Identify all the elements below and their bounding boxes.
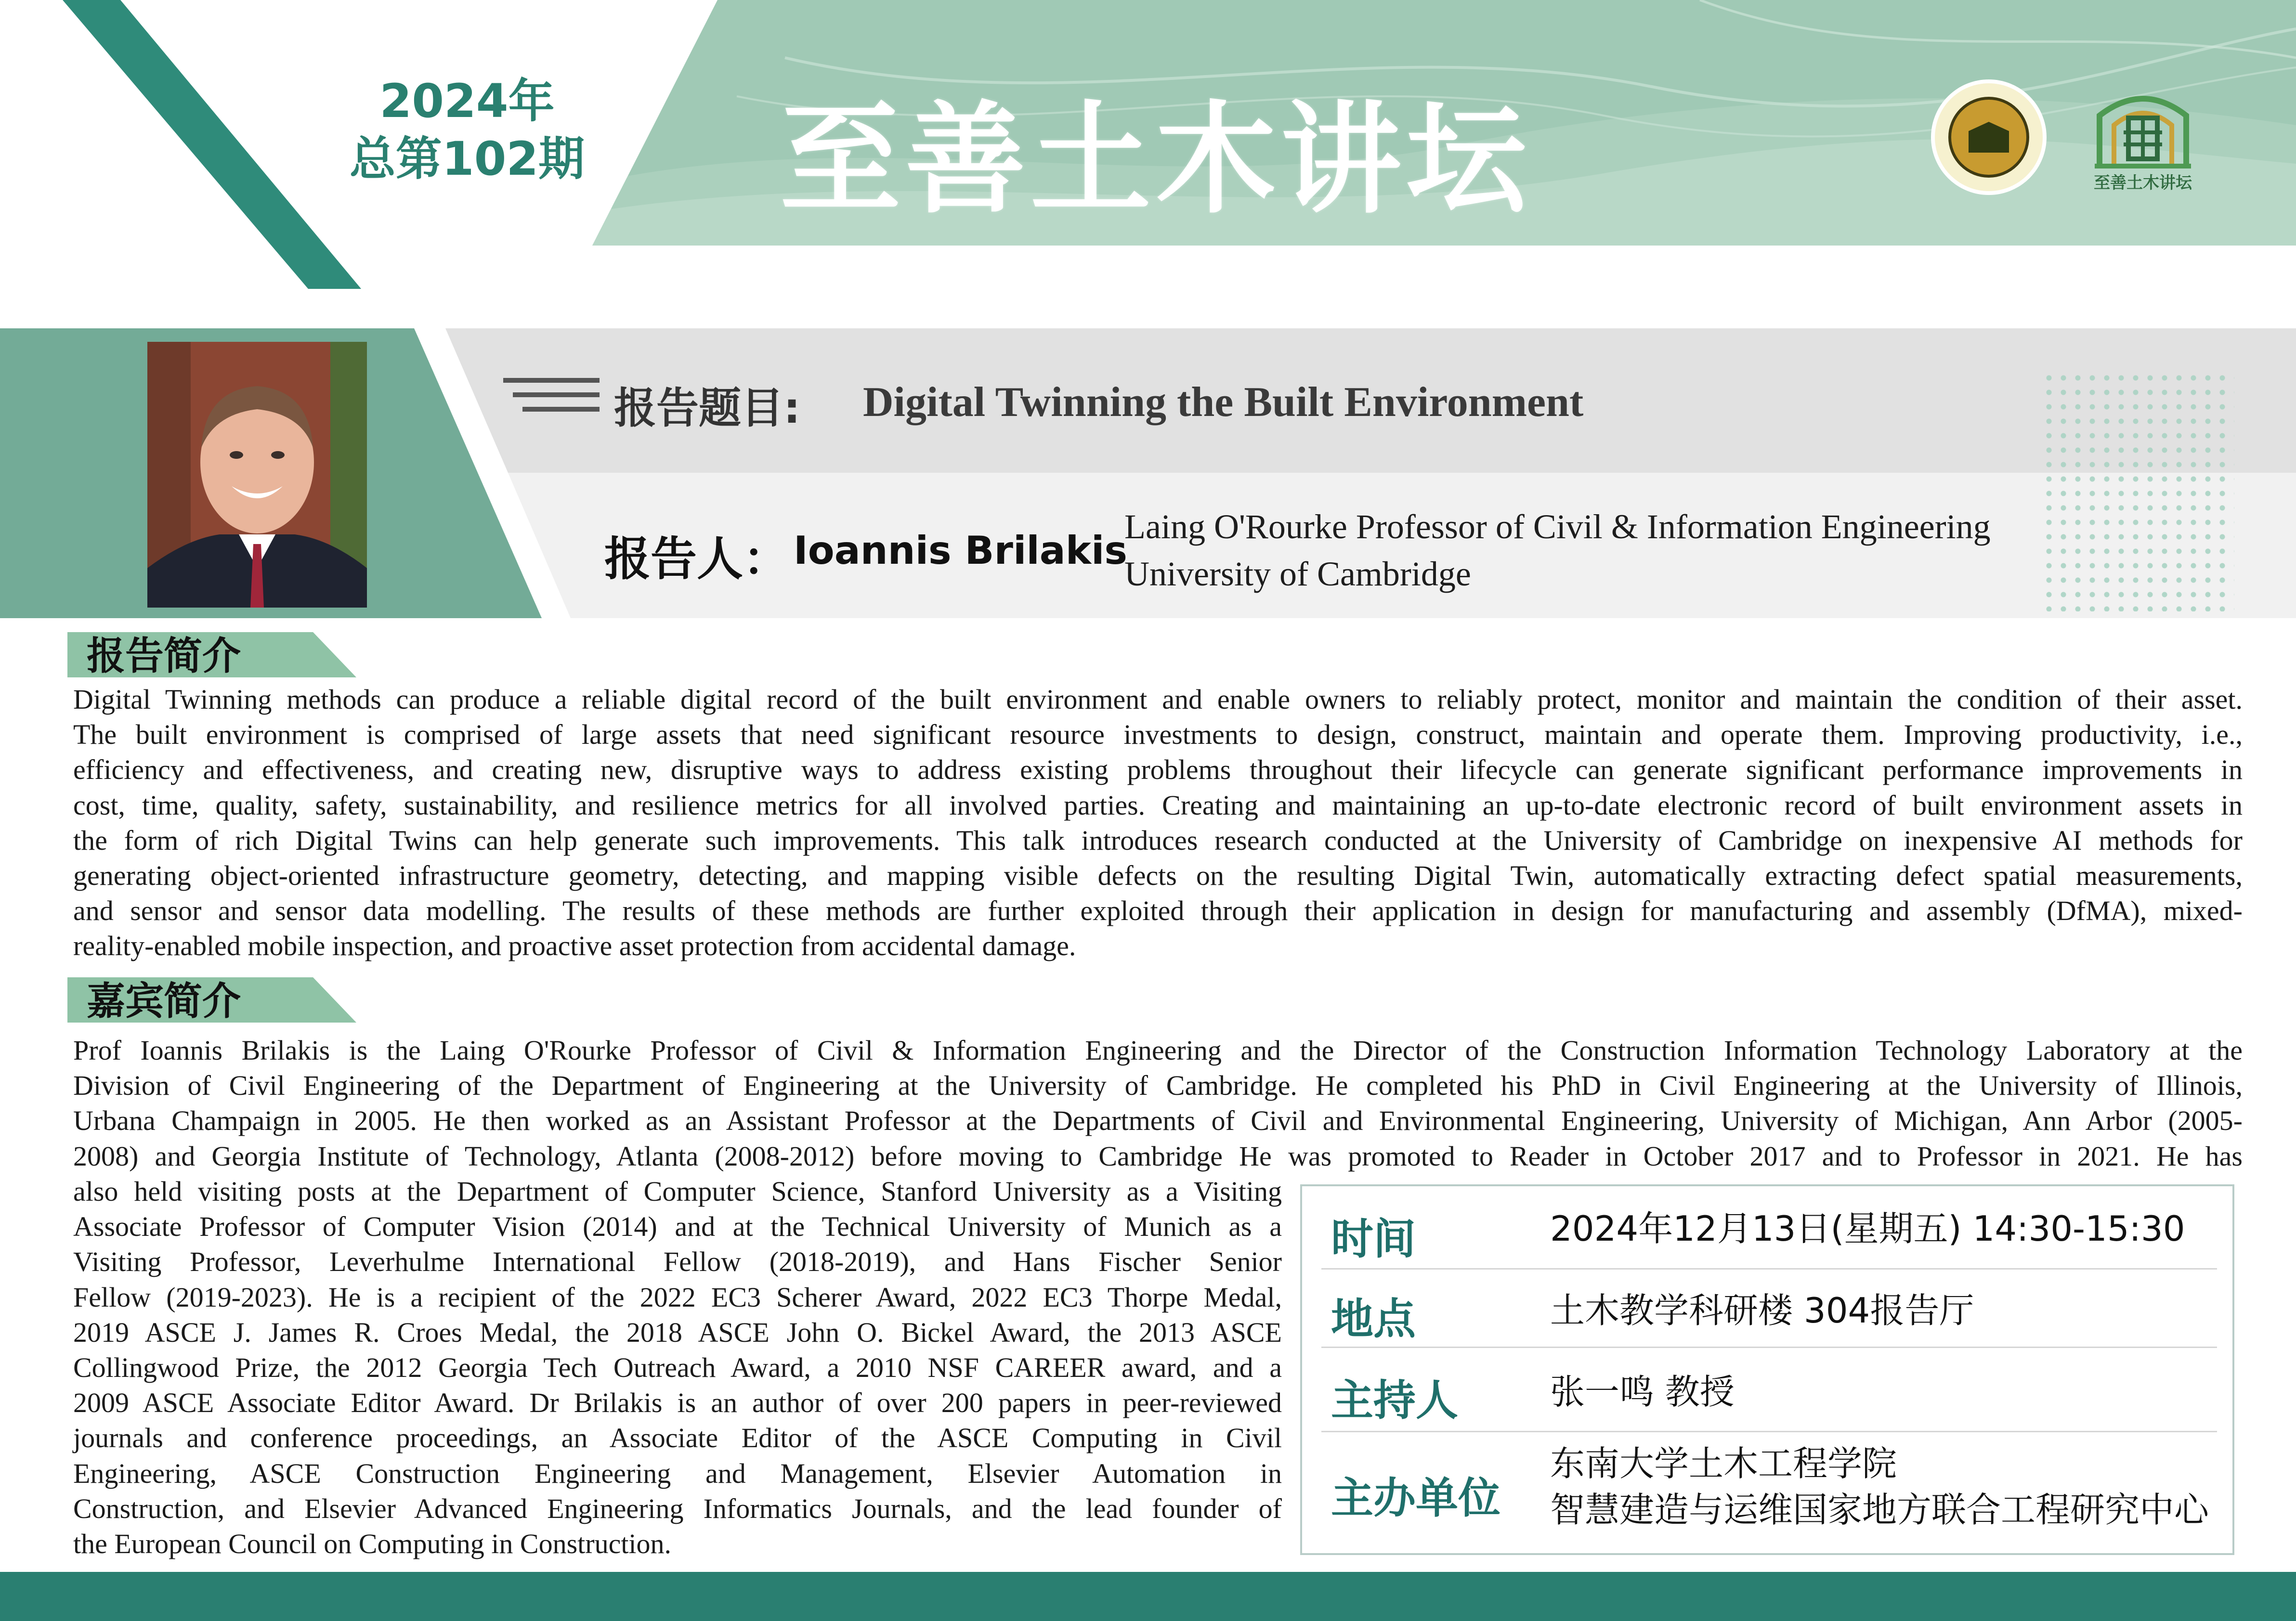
bio-line: journals and conference proceedings, an Associate Editor of the ASCE Computing in Civil (73, 1422, 1282, 1454)
forum-logo-caption: 至善土木讲坛 (2094, 173, 2192, 193)
abstract-line: efficiency and effectiveness, and creating new, disruptive ways to address existing problems throughout their lifecycle can generate significant performance improvements in (73, 754, 2243, 786)
bio-line: 2019 ASCE J. James R. Croes Medal, the 2018 ASCE John O. Bickel Award, the 2013 ASCE (73, 1316, 1282, 1348)
bio-line: also held visiting posts at the Department of Computer Science, Stanford University as a Visiting (73, 1176, 1282, 1207)
bio-line: the European Council on Computing in Construction. (73, 1528, 672, 1560)
time-label: 时间 (1331, 1214, 1416, 1264)
organizer-line: 智慧建造与运维国家地方联合工程研究中心 (1550, 1490, 2209, 1530)
bio-line: Division of Civil Engineering of the Department of Engineering at the University of Cambridge. He completed his PhD in Civil Engineering at the University of Illinois, (73, 1070, 2243, 1102)
bio-heading: 嘉宾简介 (87, 979, 241, 1024)
issue-number: 总第102期 (349, 132, 585, 186)
university-seal-logo (1931, 79, 2047, 195)
bio-line: Engineering, ASCE Construction Engineering and Management, Elsevier Automation in (73, 1457, 1282, 1489)
title-lines-icon (503, 378, 600, 426)
issue-info (308, 72, 626, 188)
bio-line: Prof Ioannis Brilakis is the Laing O'Rourke Professor of Civil & Information Engineering and the Director of the Construction Information Technology Laboratory at the (73, 1035, 2243, 1066)
series-title: 至善土木讲坛 (780, 90, 1531, 230)
info-row-organizer (1321, 1431, 2217, 1551)
info-row-time (1321, 1186, 2217, 1270)
bio-line: Visiting Professor, Leverhulme International Fellow (2018-2019), and Hans Fischer Senior (73, 1246, 1282, 1278)
footer-bar (0, 1572, 2296, 1621)
bio-text-narrow (73, 1174, 1282, 1561)
bio-line: 2008) and Georgia Institute of Technology, Atlanta (2008-2012) before moving to Cambridge He was promoted to Reader in October 2017 and to Professor in 2021. He has (73, 1140, 2243, 1172)
bio-line: Urbana Champaign in 2005. He then worked as an Assistant Professor at the Departments of Civil and Environmental Engineering, University of Michigan, Ann Arbor (2005- (73, 1105, 2243, 1137)
seal-emblem (1948, 97, 2029, 178)
abstract-line: the form of rich Digital Twins can help generate such improvements. This talk introduces research conducted at the University of Cambridge on inexpensive AI methods for (73, 824, 2243, 856)
bio-line: Associate Professor of Computer Vision (2014) and at the Technical University of Munich as a (73, 1211, 1282, 1243)
place-value: 土木教学科研楼 304报告厅 (1550, 1290, 1974, 1331)
bio-line: Collingwood Prize, the 2012 Georgia Tech Outreach Award, a 2010 NSF CAREER award, and a (73, 1352, 1282, 1384)
host-label: 主持人 (1331, 1375, 1459, 1425)
issue-year: 2024年 (379, 74, 555, 128)
abstract-line: cost, time, quality, safety, sustainability, and resilience metrics for all involved parties. Creating and maintaining an up-to-date electronic record of built environment assets in (73, 789, 2243, 821)
talk-title: Digital Twinning the Built Environment (863, 379, 1584, 426)
speaker-photo (147, 342, 367, 608)
speaker-position: Laing O'Rourke Professor of Civil & Information Engineering (1124, 507, 1991, 546)
organizer-label: 主办单位 (1331, 1473, 1501, 1523)
talk-title-label: 报告题目: (614, 383, 801, 433)
speaker-portrait (147, 342, 367, 608)
speaker-institution: University of Cambridge (1124, 555, 1471, 593)
speaker-name: Ioannis Brilakis (794, 528, 1128, 573)
abstract-line: Digital Twinning methods can produce a reliable digital record of the built environment and enable owners to reliably protect, monitor and maintain the condition of their asset. (73, 684, 2243, 715)
speaker-affiliation (1124, 503, 1991, 597)
organizer-line: 东南大学土木工程学院 (1550, 1443, 1897, 1484)
organizer-values (1550, 1440, 2209, 1533)
abstract-line: generating object-oriented infrastructure geometry, detecting, and mapping visible defects on the resulting Digital Twin, automatically extracting defect spatial measurements, (73, 860, 2243, 892)
bio-text-full (73, 1033, 2243, 1174)
info-row-place (1321, 1268, 2217, 1348)
abstract-line: The built environment is comprised of large assets that need significant resource investments to design, construct, maintain and operate them. Improving productivity, i.e., (73, 719, 2243, 751)
abstract-line: and sensor and sensor data modelling. The results of these methods are further exploited through their application in design for manufacturing and assembly (DfMA), mixed- (73, 895, 2243, 927)
info-row-host (1321, 1347, 2217, 1432)
place-label: 地点 (1331, 1294, 1416, 1344)
event-info-box (1300, 1184, 2234, 1555)
host-value: 张一鸣 教授 (1550, 1372, 1735, 1412)
time-value: 2024年12月13日(星期五) 14:30-15:30 (1550, 1208, 2185, 1249)
bio-line: 2009 ASCE Associate Editor Award. Dr Brilakis is an author of over 200 papers in peer-reviewed (73, 1387, 1282, 1419)
abstract-heading: 报告简介 (87, 634, 241, 678)
seal-gate-icon (1969, 122, 2009, 153)
bio-line: Fellow (2019-2023). He is a recipient of the 2022 EC3 Scherer Award, 2022 EC3 Thorpe Medal, (73, 1281, 1282, 1313)
dot-pattern (2042, 371, 2234, 611)
bio-line: Construction, and Elsevier Advanced Engineering Informatics Journals, and the lead founder of (73, 1492, 1282, 1524)
speaker-label: 报告人： (604, 532, 789, 586)
abstract-text (73, 682, 2243, 964)
abstract-line: reality-enabled mobile inspection, and proactive asset protection from accidental damage. (73, 930, 1076, 962)
